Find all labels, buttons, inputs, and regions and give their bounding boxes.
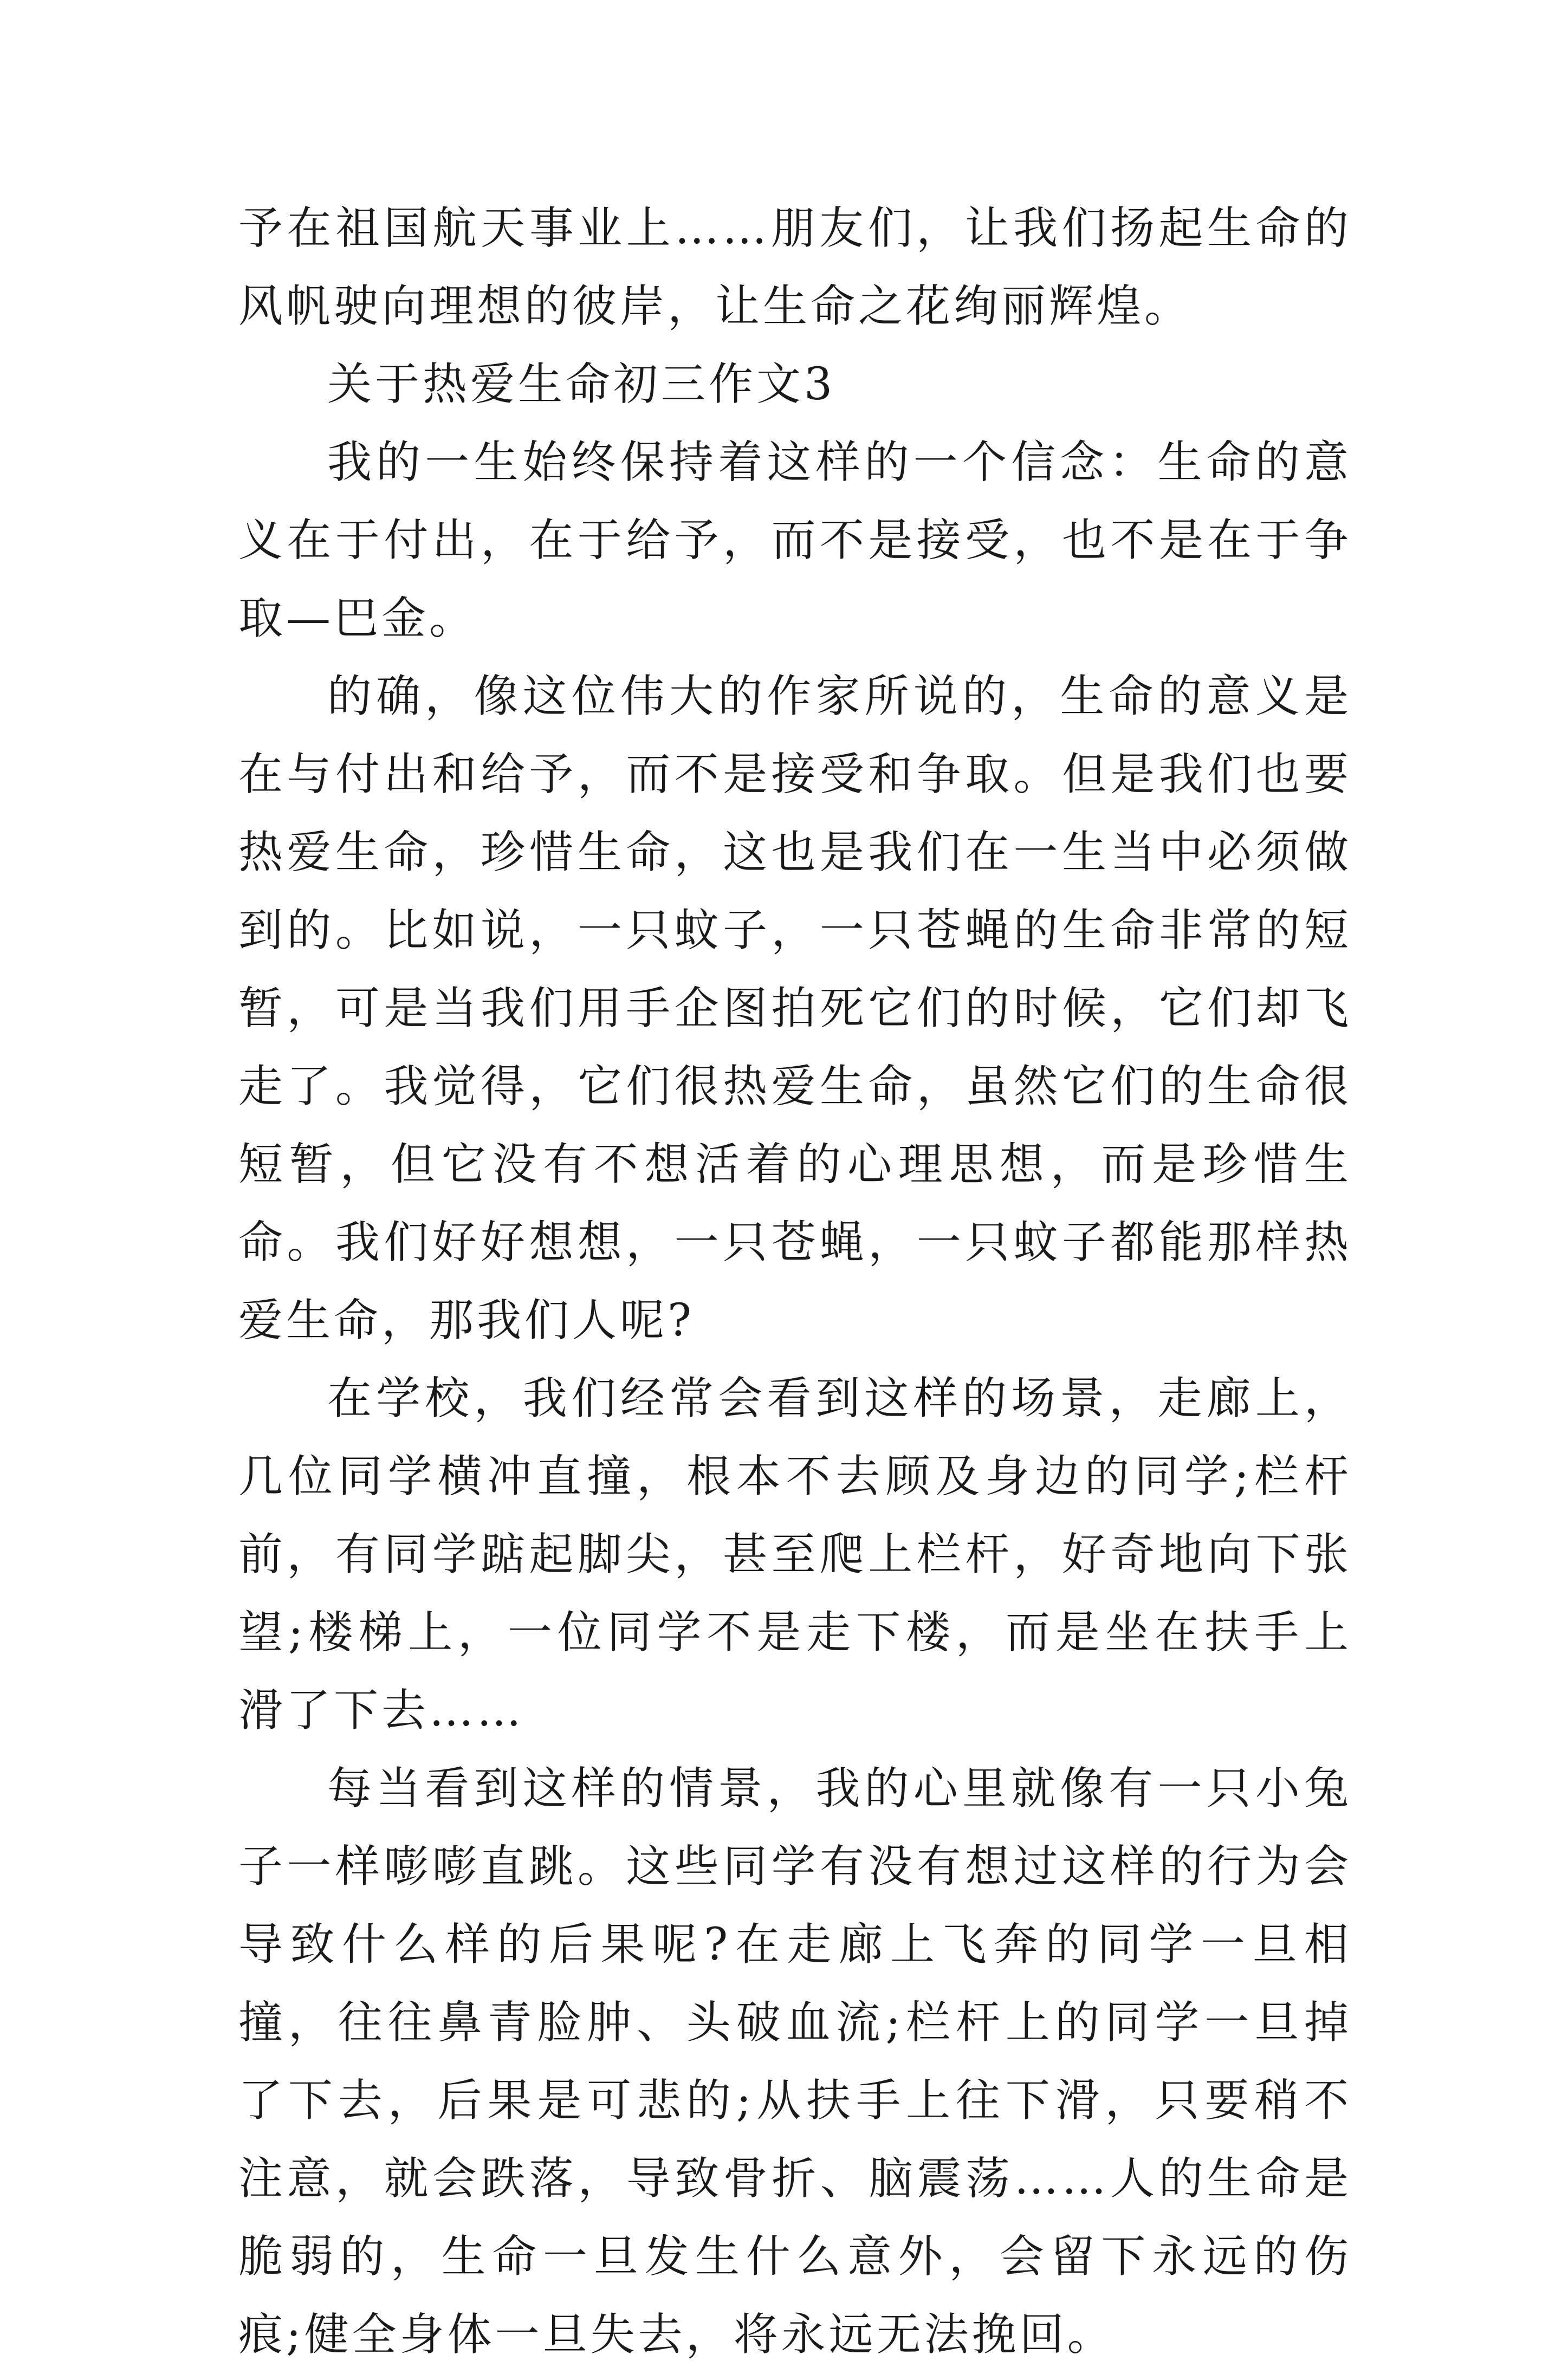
- paragraph-body: 的确，像这位伟大的作家所说的，生命的意义是在与付出和给予，而不是接受和争取。但是我们也要热爱生命，珍惜生命，这也是我们在一生当中必须做到的。比如说，一只蚊子，一只苍蝇的生命非常的短暂，可是当我们用手企图拍死它们的时候，它们却飞走了。我觉得，它们很热爱生命，虽然它们的生命很短暂，但它没有不想活着的心理思想，而是珍惜生命。我们好好想想，一只苍蝇，一只蚊子都能那样热爱生命，那我们人呢?: [238, 671, 1352, 1346]
- paragraph-body: 每当看到这样的情景，我的心里就像有一只小兔子一样嘭嘭直跳。这些同学有没有想过这样的行为会导致什么样的后果呢?在走廊上飞奔的同学一旦相撞，往往鼻青脸肿、头破血流;栏杆上的同学一旦掉了下去，后果是可悲的;从扶手上往下滑，只要稍不注意，就会跌落，导致骨折、脑震荡……人的生命是脆弱的，生命一旦发生什么意外，会留下永远的伤痕;健全身体一旦失去，将永远无法挽回。: [238, 1763, 1352, 2360]
- essay-heading: 关于热爱生命初三作文3: [327, 359, 836, 410]
- paragraph-quote: 我的一生始终保持着这样的一个信念：生命的意义在于付出，在于给予，而不是接受，也不是在于争取—巴金。: [238, 437, 1352, 644]
- document-body: [238, 190, 1352, 2374]
- paragraph-body: 在学校，我们经常会看到这样的场景，走廊上，几位同学横冲直撞，根本不去顾及身边的同学;栏杆前，有同学踮起脚尖，甚至爬上栏杆，好奇地向下张望;楼梯上，一位同学不是走下楼，而是坐在扶手上滑了下去……: [238, 1373, 1352, 1736]
- paragraph-continuation: 予在祖国航天事业上……朋友们，让我们扬起生命的风帆驶向理想的彼岸，让生命之花绚丽辉煌。: [238, 203, 1352, 332]
